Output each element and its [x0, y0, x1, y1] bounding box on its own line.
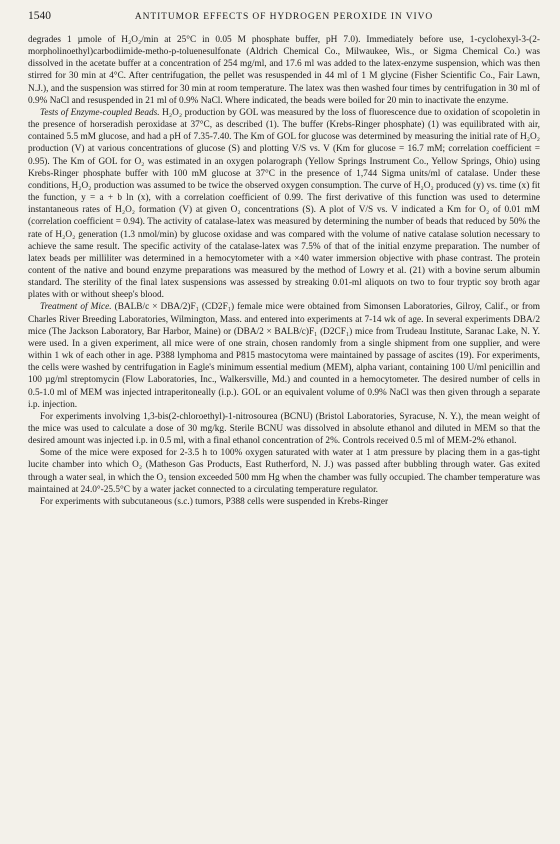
paragraph-text: (BALB/c × DBA/2)F₁ (CD2F₁) female mice were obtained from Simonsen Laboratories, Gilroy, Calif., or from Charles River Breeding Laboratories, Wilmington, Mass. and entered into experiments at 7-14 wk of age. In several experiments DBA/2 mice (The Jackson Laboratory, Bar Harbor, Maine) or (DBA/2 × BALB/c)F₁ (D2CF₁) mice from Trudeau Institute, Saranac Lake, N. Y. were used. In a given experiment, all mice were of one strain, chosen randomly from a single shipment from one supplier, and were within 1 wk of each other in age. P388 lymphoma and P815 mastocytoma were maintained by passage of ascites (19). For experiments, the cells were washed by centrifugation in Eagle's minimum essential medium (MEM), alpha variant, containing 100 U/ml penicillin and 100 µg/ml streptomycin (Flow Laboratories, Inc., Walkersville, Md.) and counted in a hemocytometer. The desired number of cells in 0.5-1.0 ml of MEM was injected intraperitoneally (i.p.). GOL or an equivalent volume of 0.9% NaCl was then given through a separate i.p. injection. — [28, 302, 540, 410]
article-body — [28, 34, 540, 508]
section-heading-treatment: Treatment of Mice. — [40, 302, 112, 313]
page-number: 1540 — [28, 10, 51, 22]
paragraph-treatment-of-mice — [28, 301, 540, 410]
section-heading-tests: Tests of Enzyme-coupled Beads. — [40, 107, 160, 118]
paragraph-text: For experiments involving 1,3-bis(2-chloroethyl)-1-nitrosourea (BCNU) (Bristol Laboratories, Syracuse, N. Y.), the mean weight of the mice was used to calculate a dose of 30 mg/kg. Sterile BCNU was dissolved in absolute ethanol and diluted in MEM so that the desired amount was injected i.p. in 0.5 ml, with a final ethanol concentration of 2%. Controls received 0.5 ml of MEM-2% ethanol. — [28, 411, 540, 447]
paragraph-text: Some of the mice were exposed for 2-3.5 h to 100% oxygen saturated with water at 1 atm pressure by placing them in a gas-tight lucite chamber into which O₂ (Matheson Gas Products, East Rutherford, N. J.) was passed after bubbling through water. Gas exited through a water seal, in which the O₂ tension exceeded 500 mm Hg when the chamber was fully occupied. The chamber temperature was maintained at 24.0°-25.5°C by a water jacket connected to a circulating temperature regulator. — [28, 448, 540, 495]
paragraph-text: For experiments with subcutaneous (s.c.) tumors, P388 cells were suspended in Krebs-Ringer — [40, 496, 389, 507]
page-header — [28, 10, 540, 30]
paragraph-text: degrades 1 µmole of H₂O₂/min at 25°C in 0.05 M phosphate buffer, pH 7.0). Immediately before use, 1-cyclohexyl-3-(2-morpholinoethyl)carbodiimide-metho-p-toluenesulfonate (Aldrich Chemical Co., Milwaukee, Wis., or Sigma Chemical Co.) was dissolved in the acetate buffer at a concentration of 254 mg/ml, and 17.6 ml was added to the latex-enzyme suspension, which was then stirred for 30 min at 4°C. After centrifugation, the pellet was resuspended in 44 ml of 1 M glycine (Fisher Scientific Co., Fair Lawn, N.J.), and the suspension was stirred for 30 min at room temperature. The latex was then washed four times by centrifugation in 30 ml of 0.9% NaCl and resuspended in 21 ml of 0.9% NaCl. Where indicated, the beads were boiled for 20 min to inactivate the enzyme. — [28, 35, 540, 106]
paragraph-oxygen-exposure — [28, 447, 540, 496]
paragraph-subcutaneous-tumors — [28, 496, 540, 508]
paragraph-enzyme-coupling — [28, 34, 540, 107]
paragraph-tests-of-enzyme-coupled-beads — [28, 107, 540, 302]
running-title: ANTITUMOR EFFECTS OF HYDROGEN PEROXIDE IN VIVO — [134, 12, 434, 22]
paragraph-bcnu — [28, 411, 540, 447]
paragraph-text: H₂O₂ production by GOL was measured by the loss of fluorescence due to oxidation of scopoletin in the presence of horseradish peroxidase at 37°C, as described (1). The buffer (Krebs-Ringer phosphate) (1) was equilibrated with air, contained 5.5 mM glucose, and had a pH of 7.35-7.40. The Km of GOL for glucose was determined by measuring the initial rate of H₂O₂ production (V) at various concentrations of glucose (S) and plotting V/S vs. V (Km for glucose = 16.7 mM; correlation coefficient = 0.95). The Km of GOL for O₂ was estimated in an oxygen polarograph (Yellow Springs Instrument Co., Yellow Springs, Ohio) using Krebs-Ringer phosphate buffer with 100 mM glucose at 37°C in the presence of 1,744 Sigma units/ml of catalase. Under these conditions, H₂O₂ production was assumed to be twice the observed oxygen consumption. The curve of H₂O₂ produced (y) vs. time (x) fit the function, y = a + b ln (x), with a correlation coefficient of 0.99. The first derivative of this function was used to determine instantaneous rates of H₂O₂ formation (V) at given O₂ concentrations (S). A plot of V/S vs. V indicated a Km for O₂ of 0.01 mM (correlation coefficient = 0.94). The activity of catalase-latex was measured by determining the number of beads that reduced by 50% the rate of H₂O₂ generation (1.3 nmol/min) by glucose oxidase and was compared with the volume of native catalase solution necessary to achieve the same result. The specific activity of the catalase-latex was 7.5% of that of the initial enzyme preparation. The number of latex beads per milliliter was determined in a hemocytometer with a ×40 water immersion objective with phase contrast. The protein content of the native and bound enzyme preparations was measured by the method of Lowry et al. (21) with a bovine serum albumin standard. The sterility of the final latex suspensions was assessed by streaking 0.01-ml aliquots on two to four tryptic soy broth agar plates with or without sheep's blood. — [28, 107, 540, 301]
